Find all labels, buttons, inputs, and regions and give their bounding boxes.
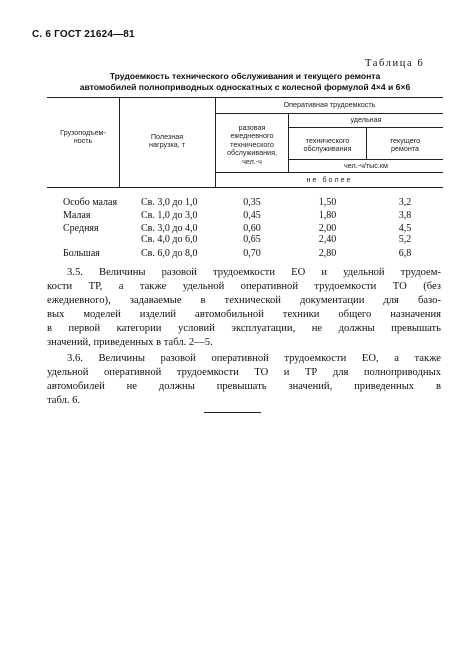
header-labor: Оперативная трудоемкость xyxy=(283,100,376,109)
header-line: ность xyxy=(73,136,93,146)
header-load xyxy=(121,133,213,150)
cell-line: 1,50 xyxy=(318,197,337,208)
paragraph-line: ежедневного), задаваемые в технической документации для базо- xyxy=(47,295,441,307)
row-category xyxy=(63,197,117,209)
page-header: С. 6 ГОСТ 21624—81 xyxy=(32,29,135,40)
header-line: чел.-ч xyxy=(242,156,262,166)
unit-row-top-divider xyxy=(288,159,443,160)
row-category xyxy=(63,210,90,222)
row-oneoff xyxy=(216,248,288,260)
row-load xyxy=(141,223,197,245)
table-title-line: Трудоемкость технического обслуживания и текущего ремонта xyxy=(109,71,381,81)
cell-line: 5,2 xyxy=(398,234,412,245)
header-line: Полезная xyxy=(150,132,184,141)
header-line: обслуживания, xyxy=(227,148,277,158)
table-label: Таблица 6 xyxy=(365,58,425,69)
paragraph-line: табл. 6. xyxy=(47,395,81,407)
end-rule xyxy=(204,412,261,413)
cell-line: Св. 4,0 до 6,0 xyxy=(141,234,198,245)
row-load xyxy=(141,248,197,260)
row-maintenance xyxy=(289,197,366,209)
row-repair xyxy=(367,210,443,222)
header-line: Грузоподъем- xyxy=(60,128,106,137)
row-maintenance xyxy=(289,210,366,222)
paragraph-3-6 xyxy=(47,352,441,408)
cell-line: 0,35 xyxy=(243,197,261,208)
header-limit: не более xyxy=(306,175,353,184)
cell-line: 2,40 xyxy=(318,234,337,245)
cell-line: 3,2 xyxy=(398,197,412,208)
cell-line: 2,80 xyxy=(318,248,337,259)
paragraph-line: удельной оперативной трудоемкости ТО и ТР для полноприводных xyxy=(47,367,441,379)
row-category xyxy=(63,248,100,260)
table-title xyxy=(60,71,430,93)
row-load xyxy=(141,197,197,209)
paragraph-line: 3.5. Величины разовой трудоемкости ЕО и удельной трудоем- xyxy=(67,267,441,278)
paragraph-line: значений, приведенных в табл. 2—5. xyxy=(47,337,213,349)
cell-line: 0,65 xyxy=(243,234,261,245)
cell-line: Св. 6,0 до 8,0 xyxy=(141,248,198,259)
row-oneoff xyxy=(216,210,288,222)
header-line: технического xyxy=(305,136,350,145)
row-load xyxy=(141,210,197,222)
cell-line: Большая xyxy=(63,248,100,259)
header-unit: чел.-ч/тыс.км xyxy=(344,161,388,170)
cell-line: 3,8 xyxy=(398,210,412,221)
cell-line: Св. 3,0 до 1,0 xyxy=(141,197,198,208)
cell-line: 0,60 xyxy=(243,223,261,234)
cell-line: 0,70 xyxy=(243,248,261,259)
row-oneoff xyxy=(216,223,288,245)
cell-line: 6,8 xyxy=(398,248,412,259)
header-line: обслуживания xyxy=(303,144,352,154)
cell-line: Св. 1,0 до 3,0 xyxy=(141,210,198,221)
paragraph-line: 3.6. Величины разовой оперативной трудоемкости ЕО, а также xyxy=(67,353,441,364)
limit-row-top-divider xyxy=(215,172,443,173)
header-payload xyxy=(49,129,117,146)
header-oneoff xyxy=(216,124,288,166)
cell-line: 1,80 xyxy=(318,210,337,221)
header-line: ежедневного xyxy=(230,131,274,141)
table-title-line: автомобилей полноприводных односкатных с колесной формулой 4×4 и 6×6 xyxy=(79,82,411,92)
row-oneoff xyxy=(216,197,288,209)
cell-line: Особо малая xyxy=(63,197,118,208)
cell-line: Средняя xyxy=(63,223,99,234)
header-line: нагрузка, т xyxy=(149,140,185,150)
header-specific: удельная xyxy=(350,115,382,124)
table-header-bottom-border xyxy=(47,187,443,188)
row-repair xyxy=(367,197,443,209)
header-repair xyxy=(367,137,443,154)
row-category xyxy=(63,223,99,235)
header-line: технического xyxy=(230,139,274,149)
cell-line: Малая xyxy=(63,210,91,221)
header-line: текущего xyxy=(389,136,421,145)
row-repair xyxy=(367,223,443,245)
paragraph-line: вых моделей изделий автомобильной техники общего назначения xyxy=(47,309,441,321)
cell-line: 0,45 xyxy=(243,210,261,221)
column-divider-1 xyxy=(119,97,120,187)
cell-line: Св. 3,0 до 4,0 xyxy=(141,223,198,234)
row-maintenance xyxy=(289,223,366,245)
header-line: ремонта xyxy=(390,144,420,154)
header-maintenance xyxy=(289,137,366,154)
labor-header-divider xyxy=(215,113,443,114)
cell-line: 4,5 xyxy=(398,223,412,234)
paragraph-line: кости ТР, а также удельной оперативной трудоемкости ТО (без xyxy=(47,281,441,293)
row-repair xyxy=(367,248,443,260)
table-top-border xyxy=(47,97,443,98)
cell-line: 2,00 xyxy=(318,223,337,234)
paragraph-3-5 xyxy=(47,266,441,351)
header-line: разовая xyxy=(238,123,266,132)
row-maintenance xyxy=(289,248,366,260)
paragraph-line: в первой категории условий эксплуатации, не должны превышать xyxy=(47,323,441,335)
paragraph-line: автомобилей не должны превышать значений, приведенных в xyxy=(47,381,441,393)
